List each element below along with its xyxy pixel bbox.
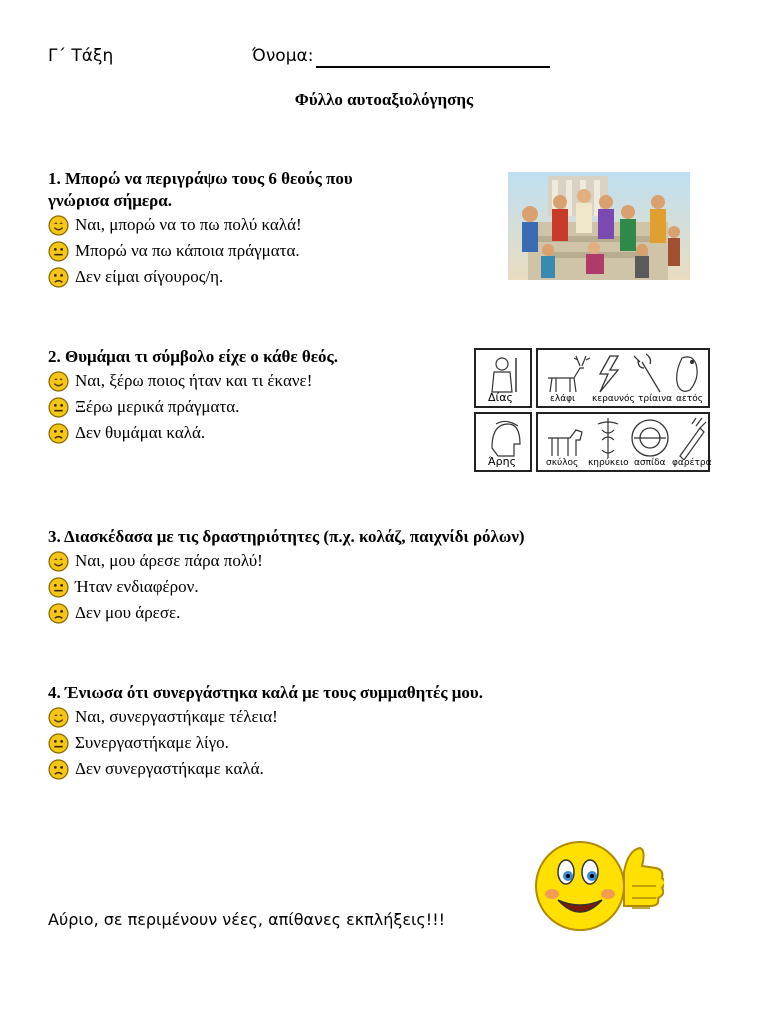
happy-emoji-icon bbox=[48, 707, 69, 728]
question-1-option-happy-text: Ναι, μπορώ να το πω πολύ καλά! bbox=[75, 215, 302, 234]
question-2-option-happy[interactable] bbox=[48, 368, 468, 394]
neutral-emoji-icon bbox=[48, 733, 69, 754]
ares-label: Άρης bbox=[488, 455, 517, 468]
sad-emoji-icon bbox=[48, 603, 69, 624]
question-4-option-neutral[interactable] bbox=[48, 730, 688, 756]
neutral-emoji-icon bbox=[48, 241, 69, 262]
question-3-option-sad-text: Δεν μου άρεσε. bbox=[75, 603, 181, 622]
question-1-option-neutral[interactable] bbox=[48, 238, 468, 264]
sad-emoji-icon bbox=[48, 423, 69, 444]
lightning-label: κεραυνός bbox=[592, 394, 635, 404]
question-2-option-happy-text: Ναι, ξέρω ποιος ήταν και τι έκανε! bbox=[75, 371, 313, 390]
question-1-option-sad[interactable] bbox=[48, 264, 468, 290]
deer-label: ελάφι bbox=[550, 394, 576, 404]
zeus-figure-icon bbox=[484, 354, 524, 394]
question-3 bbox=[48, 526, 688, 626]
question-1-option-neutral-text: Μπορώ να πω κάποια πράγματα. bbox=[75, 241, 300, 260]
sad-emoji-icon bbox=[48, 759, 69, 780]
happy-emoji-icon bbox=[48, 371, 69, 392]
neutral-emoji-icon bbox=[48, 577, 69, 598]
ares-cell bbox=[474, 412, 532, 472]
question-1-option-happy[interactable] bbox=[48, 212, 468, 238]
class-label: Γ΄ Τάξη bbox=[48, 46, 114, 66]
shield-label: ασπίδα bbox=[634, 458, 666, 468]
question-4-option-happy-text: Ναι, συνεργαστήκαμε τέλεια! bbox=[75, 707, 278, 726]
quiver-label: φαρέτρα bbox=[672, 458, 712, 468]
caduceus-icon bbox=[598, 418, 618, 458]
question-4-option-neutral-text: Συνεργαστήκαμε λίγο. bbox=[75, 733, 229, 752]
ares-helmet-icon bbox=[484, 418, 524, 458]
question-1-title-line-1: 1. Μπορώ να περιγράψω τους 6 θεούς που bbox=[48, 169, 353, 188]
question-4-option-happy[interactable] bbox=[48, 704, 688, 730]
caduceus-label: κηρύκειο bbox=[588, 458, 629, 468]
zeus-symbols-icons bbox=[542, 352, 708, 396]
lightning-bolt-icon bbox=[600, 356, 618, 392]
thumbs-up-smiley-icon bbox=[528, 836, 664, 936]
dog-icon bbox=[548, 430, 582, 456]
question-3-option-neutral-text: Ήταν ενδιαφέρον. bbox=[75, 577, 199, 596]
greek-gods-illustration bbox=[508, 172, 690, 280]
happy-emoji-icon bbox=[48, 215, 69, 236]
question-4-title: 4. Ένιωσα ότι συνεργάστηκα καλά με τους συμμαθητές μου. bbox=[48, 683, 483, 702]
zeus-cell bbox=[474, 348, 532, 408]
happy-emoji-icon bbox=[48, 551, 69, 572]
shield-icon bbox=[632, 420, 668, 456]
question-3-option-happy[interactable] bbox=[48, 548, 688, 574]
deer-icon bbox=[548, 356, 590, 392]
question-3-title: 3. Διασκέδασα με τις δραστηριότητες (π.χ. κολάζ, παιχνίδι ρόλων) bbox=[48, 527, 525, 546]
name-blank-line[interactable] bbox=[316, 66, 550, 68]
page-title: Φύλλο αυτοαξιολόγησης bbox=[294, 90, 474, 109]
dog-label: σκύλος bbox=[546, 458, 579, 468]
ares-symbols-icons bbox=[542, 416, 708, 460]
question-2-title: 2. Θυμάμαι τι σύμβολο είχε ο κάθε θεός. bbox=[48, 347, 338, 366]
zeus-label: Δίας bbox=[488, 391, 513, 404]
eagle-label: αετός bbox=[676, 394, 704, 404]
question-4-option-sad-text: Δεν συνεργαστήκαμε καλά. bbox=[75, 759, 264, 778]
footer-message: Αύριο, σε περιμένουν νέες, απίθανες εκπλήξεις!!! bbox=[48, 910, 446, 929]
question-3-option-happy-text: Ναι, μου άρεσε πάρα πολύ! bbox=[75, 551, 263, 570]
question-2-option-sad-text: Δεν θυμάμαι καλά. bbox=[75, 423, 206, 442]
question-4 bbox=[48, 682, 688, 782]
question-1 bbox=[48, 168, 468, 290]
question-2-option-neutral[interactable] bbox=[48, 394, 468, 420]
question-1-option-sad-text: Δεν είμαι σίγουρος/η. bbox=[75, 267, 224, 286]
question-3-option-sad[interactable] bbox=[48, 600, 688, 626]
question-2 bbox=[48, 346, 468, 446]
name-label: Όνομα: bbox=[252, 46, 314, 66]
question-1-title bbox=[48, 168, 468, 212]
neutral-emoji-icon bbox=[48, 397, 69, 418]
question-1-title-line-2: γνώρισα σήμερα. bbox=[48, 191, 172, 210]
question-2-option-neutral-text: Ξέρω μερικά πράγματα. bbox=[75, 397, 240, 416]
trident-icon bbox=[634, 354, 660, 392]
zeus-symbols-cell bbox=[536, 348, 710, 408]
ares-symbols-cell bbox=[536, 412, 710, 472]
question-3-option-neutral[interactable] bbox=[48, 574, 688, 600]
eagle-icon bbox=[677, 357, 697, 391]
sad-emoji-icon bbox=[48, 267, 69, 288]
quiver-icon bbox=[680, 418, 706, 460]
trident-label: τρίαινα bbox=[638, 394, 673, 404]
god-symbols-figure bbox=[474, 348, 712, 472]
question-2-option-sad[interactable] bbox=[48, 420, 468, 446]
question-4-option-sad[interactable] bbox=[48, 756, 688, 782]
